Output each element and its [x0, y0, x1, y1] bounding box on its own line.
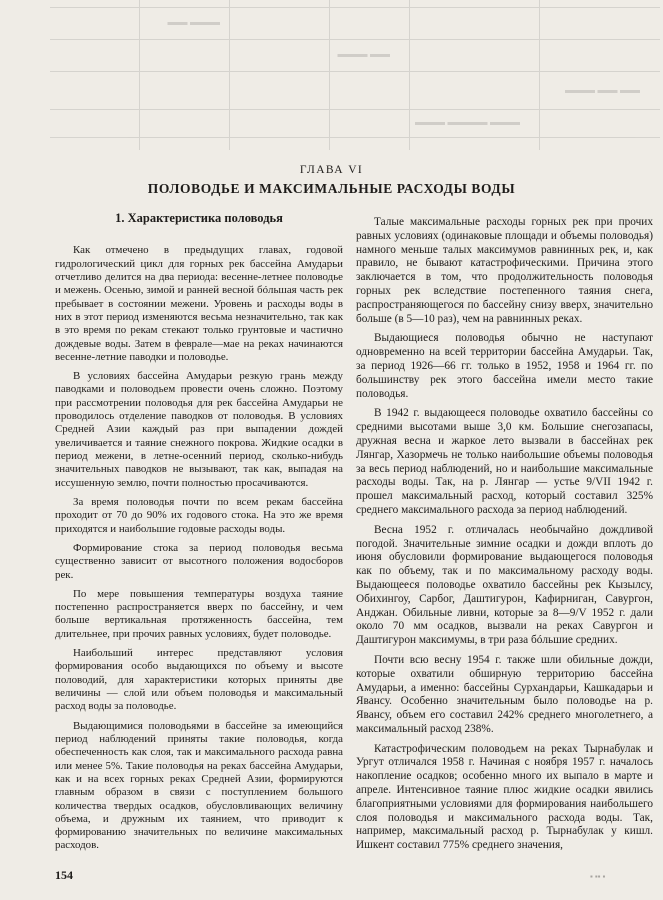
- page-number: 154: [55, 868, 73, 882]
- left-column: [55, 212, 343, 859]
- paragraph: По мере повышения температуры воздуха таяние постепенно распространяется вверх по бассейну, и чем больше вертикальная протяженность бассейна, тем длительнее, при прочих равных условиях, будет половодье.: [55, 587, 343, 640]
- paragraph: Наибольший интерес представляют условия формирования особо выдающихся по объему и высоте половодий, для характеристики которых приняты две величины — слой или объем половодья и максимальный расход воды за половодье.: [55, 647, 343, 713]
- bleed-through-table: ▬▬▬ ▬▬▬▬ ▬▬▬ ▬▬ ▬▬ ▬▬▬ ▬▬ ▬▬▬ ▬▬▬ ▬▬: [50, 0, 660, 150]
- paragraph: Катастрофическим половодьем на реках Тырнабулак и Ургут отличался 1958 г. Начиная с ноября 1957 г. началось накопление осадков; особенно много их выпало в марте и апреле. Интенсивное таяние плюс жидкие осадки явились благоприятными условиями для формирования наибольшего слоя половодья и максимального расхода воды. Так, например, максимальный расход р. Тырнабулак у кишл. Ишкент составил 775% среднего значения,: [356, 742, 653, 852]
- paragraph: Выдающимися половодьями в бассейне за имеющийся период наблюдений приняты такие половодья, когда обеспеченность как слоя, так и максимального расхода равна или менее 5%. Такие половодья на реках бассейна Амударьи, как и на всех горных реках Средней Азии, формируются главным образом в связи с поступлением большого количества твердых осадков, обусловливающих величину объема, и дружным их таянием, что приводит к формированию значительных по величине максимальных расходов.: [55, 719, 343, 852]
- chapter-number: ГЛАВА VI: [299, 164, 364, 176]
- paragraph: Выдающиеся половодья обычно не наступают одновременно на всей территории бассейна Амударьи. Так, за период 1926—66 гг. только в 1952, 1958 и 1964 гг. по большинству рек этого бассейна имели место такие половодья.: [356, 332, 653, 400]
- paragraph: Формирование стока за период половодья весьма существенно зависит от высотного положения водосборов рек.: [55, 541, 343, 581]
- section-heading: 1. Характеристика половодья: [115, 211, 283, 225]
- right-column: [356, 216, 653, 859]
- printer-mark: ▪ ▪▪ ▪: [590, 872, 606, 881]
- chapter-title: ПОЛОВОДЬЕ И МАКСИМАЛЬНЫЕ РАСХОДЫ ВОДЫ: [147, 181, 516, 196]
- paragraph: Как отмечено в предыдущих главах, годовой гидрологический цикл для горных рек бассейна Амударьи отчетливо делится на два периода: весенне-летнее половодье и межень. Осенью, зимой и ранней весной бóльшая часть рек пребывает в состоянии межени. Уровень и расходы воды в них в этот период изменяются весьма незначительно, так как в это время по рекам стекают только грунтовые и частично дождевые воды. Затем в феврале—мае на реках начинаются весенне-летние паводки и половодье.: [55, 244, 343, 363]
- paragraph: В 1942 г. выдающееся половодье охватило бассейны со средними высотами выше 3,0 км. Большие снегозапасы, дружная весна и жаркое лето вызвали в бассейнах рек Лянгар, Хазормечь не только наибольшие объемы половодья за весь период наблюдений, но и наибольшие максимальные расходы воды. Так, на р. Лянгар — устье 9/VII 1942 г. прошел максимальный расход, который составил 325% среднего максимального расхода за период наблюдений.: [356, 407, 653, 516]
- paragraph: В условиях бассейна Амударьи резкую грань между паводками и половодьем провести очень сложно. Поэтому при рассмотрении половодья для рек бассейна Амударьи не проводилось отделение паводков от половодья. В условиях Средней Азии каждый раз при выпадении дождей увеличивается и таяние снежного покрова. Жидкие осадки в период межени, в летне-осенний период, сколько-нибудь значительных паводков не вызывают, так как, выпадая на иссушенную землю, почти полностью просачиваются.: [55, 370, 343, 489]
- paragraph: Почти всю весну 1954 г. также шли обильные дожди, которые охватили обширную территорию бассейна Амударьи, а именно: бассейны Сурхандарьи, Кашкадарьи и Явансу. Особенно значительным было половодье на р. Явансу, объем его составил 242% среднего многолетнего, а максимальный расход 238%.: [356, 653, 653, 735]
- paragraph: Талые максимальные расходы горных рек при прочих равных условиях (одинаковые площади и объемы половодья) намного меньше талых максимумов равнинных рек, и, как правило, не бывают катастрофическими. Причина этого заключается в том, что продолжительность половодья горных рек вследствие постепенного таяния снега, распространяющегося по бассейну снизу вверх, значительно больше (в 5—10 раз), чем на равнинных реках.: [356, 216, 653, 325]
- paragraph: За время половодья почти по всем рекам бассейна проходит от 70 до 90% их годового стока. На это же время приходятся и наибольшие годовые расходы воды.: [55, 495, 343, 535]
- paragraph: Весна 1952 г. отличалась необычайно дождливой погодой. Значительные зимние осадки и дожди вплоть до июня обусловили формирование выдающегося половодья как по объему, так и по максимальному расходу воды. Выдающееся половодье охватило бассейны рек Кызылсу, Обихингоу, Сарбог, Даштигурон, Кафирниган, Савургон, Анджан. Обильные ливни, которые за 8—9/V 1952 г. дали около 70 мм осадков, вызвали на реках Савургон и Даштигурон максимумы, в три раза бóльшие средних.: [356, 523, 653, 647]
